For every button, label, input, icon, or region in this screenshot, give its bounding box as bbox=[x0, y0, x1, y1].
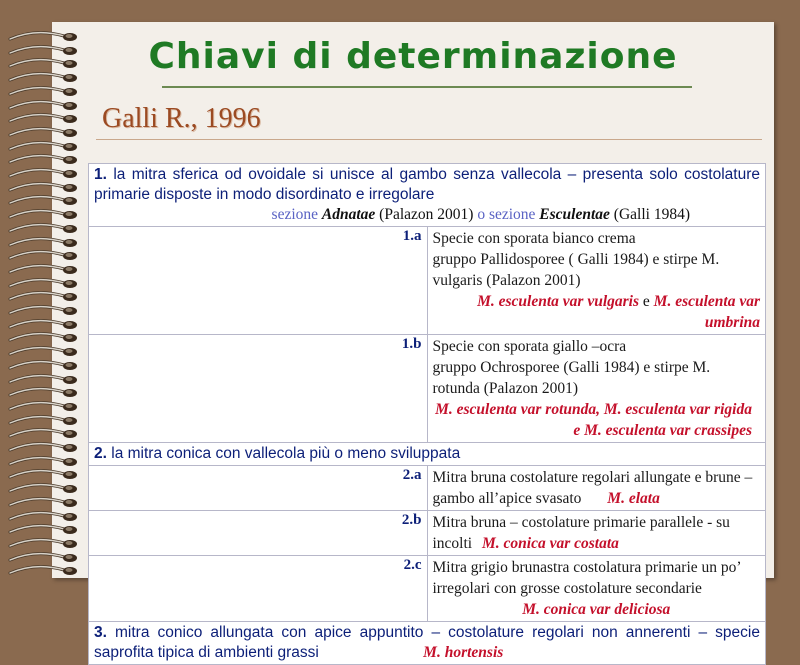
species-costata: M. conica var costata bbox=[481, 535, 619, 552]
spiral-ring bbox=[6, 194, 82, 207]
key-1-sections bbox=[94, 205, 760, 225]
key-row-3 bbox=[89, 622, 766, 665]
spiral-ring bbox=[6, 167, 82, 180]
key-2-text: la mitra conica con vallecola più o meno sviluppata bbox=[111, 445, 461, 462]
spiral-ring bbox=[6, 85, 82, 98]
spiral-ring bbox=[6, 468, 82, 481]
key-2b-code: 2.b bbox=[89, 511, 428, 556]
page-subtitle: Galli R., 1996 bbox=[102, 103, 261, 134]
spiral-ring bbox=[6, 277, 82, 290]
spiral-ring bbox=[6, 222, 82, 235]
spiral-ring bbox=[6, 455, 82, 468]
spiral-ring bbox=[6, 126, 82, 139]
spiral-ring bbox=[6, 427, 82, 440]
key-1a-line1: Specie con sporata bianco crema bbox=[432, 230, 636, 247]
spiral-ring bbox=[6, 400, 82, 413]
spiral-binding bbox=[0, 22, 90, 578]
spiral-ring bbox=[6, 373, 82, 386]
spiral-ring bbox=[6, 249, 82, 262]
spiral-ring bbox=[6, 551, 82, 564]
key-1-number: 1. bbox=[94, 166, 107, 183]
section-esculentae: Esculentae bbox=[539, 206, 610, 223]
spiral-ring bbox=[6, 414, 82, 427]
key-1b-line2: gruppo Ochrosporee (Galli 1984) e stirpe M. rotunda (Palazon 2001) bbox=[432, 359, 711, 397]
species-conjunction: e bbox=[642, 293, 650, 310]
section-or-label: o sezione bbox=[477, 206, 536, 223]
spiral-ring bbox=[6, 304, 82, 317]
spiral-ring bbox=[6, 441, 82, 454]
section-label: sezione bbox=[271, 206, 319, 223]
key-1b-cell bbox=[427, 335, 766, 443]
spiral-ring bbox=[6, 482, 82, 495]
subtitle-underline bbox=[96, 139, 762, 140]
spiral-ring bbox=[6, 359, 82, 372]
key-2a-code: 2.a bbox=[89, 466, 428, 511]
key-3-text: mitra conico allungata con apice appuntito – costolature regolari non annerenti – specie saprofita tipica di ambienti grassi bbox=[94, 624, 760, 661]
spiral-ring bbox=[6, 99, 82, 112]
key-row-1b bbox=[89, 335, 766, 443]
spiral-ring bbox=[6, 496, 82, 509]
spiral-ring bbox=[6, 510, 82, 523]
key-3-number: 3. bbox=[94, 624, 107, 641]
key-1a-species bbox=[433, 291, 761, 333]
key-2-number: 2. bbox=[94, 445, 107, 462]
spiral-ring bbox=[6, 523, 82, 536]
spiral-ring bbox=[6, 564, 82, 577]
spiral-ring bbox=[6, 345, 82, 358]
key-row-1a bbox=[89, 227, 766, 335]
key-row-1 bbox=[89, 164, 766, 227]
key-1b-line1: Specie con sporata giallo –ocra bbox=[432, 338, 627, 355]
spiral-ring bbox=[6, 331, 82, 344]
key-1a-code: 1.a bbox=[89, 227, 428, 335]
key-row-2a bbox=[89, 466, 766, 511]
key-2a-cell bbox=[427, 466, 766, 511]
key-row-2 bbox=[89, 443, 766, 466]
key-2-cell bbox=[89, 443, 766, 466]
spiral-ring bbox=[6, 263, 82, 276]
key-1a-cell bbox=[427, 227, 766, 335]
spiral-ring bbox=[6, 140, 82, 153]
spiral-ring bbox=[6, 386, 82, 399]
spiral-ring bbox=[6, 181, 82, 194]
species-deliciosa: M. conica var deliciosa bbox=[522, 601, 671, 618]
species-umbrina: M. esculenta var umbrina bbox=[653, 293, 760, 331]
spiral-ring bbox=[6, 236, 82, 249]
key-2a-text: Mitra bruna costolature regolari allungate e brune – gambo all’apice svasato bbox=[432, 469, 753, 507]
species-elata: M. elata bbox=[607, 490, 660, 507]
spiral-ring bbox=[6, 290, 82, 303]
key-3-cell bbox=[89, 622, 766, 665]
key-1b-code: 1.b bbox=[89, 335, 428, 443]
key-1b-species: M. esculenta var rotunda, M. esculenta var rigida e M. esculenta var crassipes bbox=[435, 401, 752, 439]
section-ref-galli: (Galli 1984) bbox=[613, 206, 690, 223]
key-row-2b bbox=[89, 511, 766, 556]
key-2c-code: 2.c bbox=[89, 556, 428, 622]
key-1-cell bbox=[89, 164, 766, 227]
key-1a-line2: gruppo Pallidosporee ( Galli 1984) e stirpe M. vulgaris (Palazon 2001) bbox=[432, 251, 720, 289]
section-adnatae: Adnatae bbox=[321, 206, 376, 223]
spiral-ring bbox=[6, 318, 82, 331]
species-vulgaris: M. esculenta var vulgaris bbox=[477, 293, 640, 310]
page-title: Chiavi di determinazione bbox=[148, 36, 678, 77]
key-2c-text: Mitra grigio brunastra costolatura primarie un po’ irregolari con grosse costolature secondarie bbox=[432, 559, 741, 597]
spiral-ring bbox=[6, 153, 82, 166]
title-underline bbox=[162, 86, 692, 88]
key-2b-cell bbox=[427, 511, 766, 556]
spiral-ring bbox=[6, 537, 82, 550]
key-row-2c bbox=[89, 556, 766, 622]
key-1-text: la mitra sferica od ovoidale si unisce al gambo senza vallecola – presenta solo costolature primarie disposte in modo disordinato e irregolare bbox=[94, 166, 760, 203]
species-hortensis: M. hortensis bbox=[423, 644, 504, 661]
spiral-ring bbox=[6, 208, 82, 221]
identification-key-table bbox=[88, 163, 766, 665]
section-ref-palazon: (Palazon 2001) bbox=[379, 206, 474, 223]
key-2b-text: Mitra bruna – costolature primarie parallele - su incolti bbox=[432, 514, 730, 552]
key-2c-cell bbox=[427, 556, 766, 622]
spiral-ring bbox=[6, 112, 82, 125]
